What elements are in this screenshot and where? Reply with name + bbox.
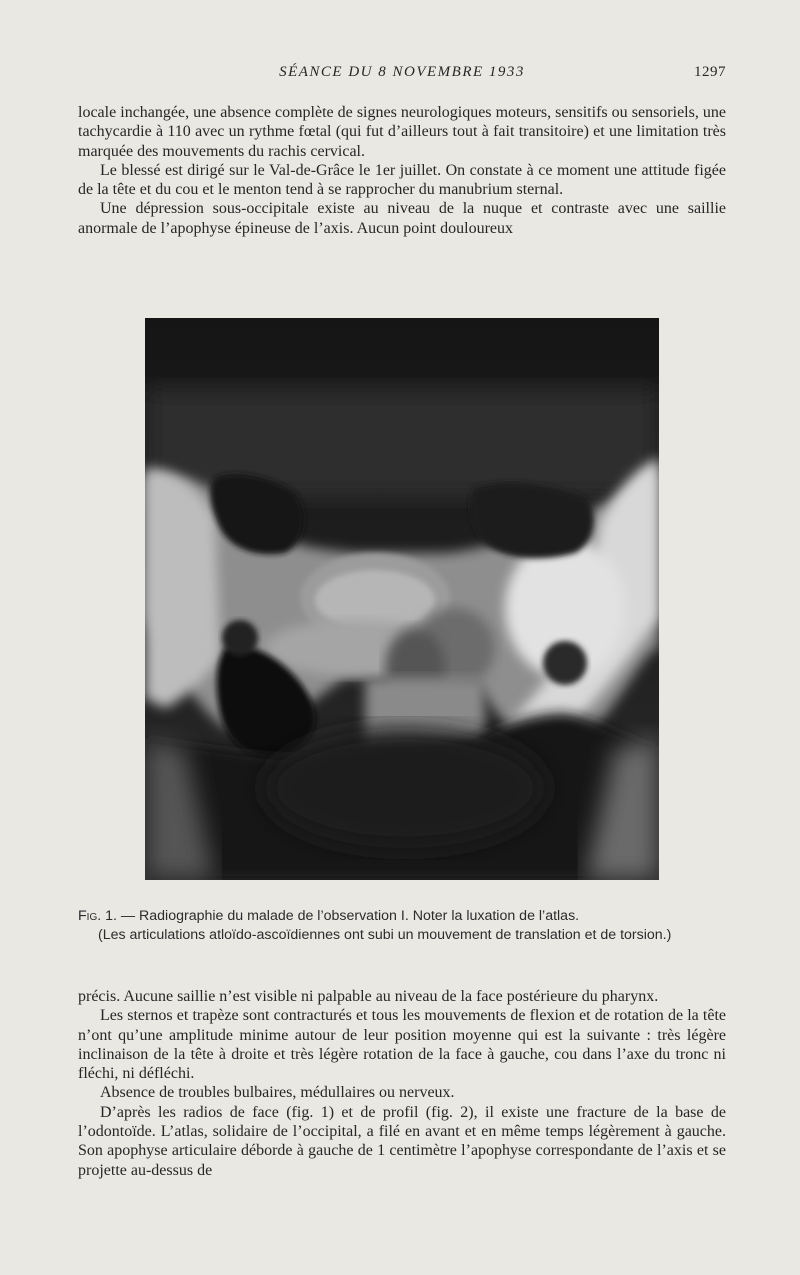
paragraph: locale inchangée, une absence complète de signes neurologiques moteurs, sensitifs ou sensoriels, une tachycardie à 110 avec un rythme fœtal (qui fut d’ailleurs tout à fait transitoire) et une limitation très marquée des mouvements du rachis cervical. xyxy=(78,104,726,160)
radiograph-image xyxy=(145,318,659,880)
page-number: 1297 xyxy=(694,64,726,80)
figure-label: Fig. 1. xyxy=(78,908,117,924)
paragraph: D’après les radios de face (fig. 1) et de profil (fig. 2), il existe une fracture de la base de l’odontoïde. L’atlas, solidaire de l’occipital, a filé en avant et en même temps légèrement à gauche. Son apophyse articulaire déborde à gauche de 1 centimètre l’apophyse correspondante de l’axis et se projette au-dessus de xyxy=(78,1103,726,1179)
paragraph: Les sternos et trapèze sont contracturés et tous les mouvements de flexion et de rotation de la tête n’ont qu’une amplitude minime autour de leur position moyenne qui est la suivante : très légère inclinaison de la tête à droite et très légère rotation de la face à gauche, cou dans l’axe du tronc ni fléchi, ni défléchi. xyxy=(78,1007,726,1083)
caption-text: — Radiographie du malade de l’observation I. Noter la luxation de l’atlas. xyxy=(120,908,580,924)
body-text-bottom xyxy=(78,987,726,1180)
paragraph: Absence de troubles bulbaires, médullaires ou nerveux. xyxy=(100,1084,455,1102)
running-title: SÉANCE DU 8 NOVEMBRE 1933 xyxy=(279,64,525,80)
figure-caption xyxy=(78,907,726,945)
radiograph-figure xyxy=(145,318,659,880)
paragraph: précis. Aucune saillie n’est visible ni palpable au niveau de la face postérieure du pharynx. xyxy=(78,988,659,1005)
body-text-top xyxy=(78,103,726,238)
caption-continuation: (Les articulations atloïdo-ascoïdiennes ont subi un mouvement de translation et de torsion.) xyxy=(98,927,672,943)
paragraph: Une dépression sous-occipitale existe au niveau de la nuque et contraste avec une saillie anormale de l’apophyse épineuse de l’axis. Aucun point douloureux xyxy=(78,200,726,237)
running-head xyxy=(78,64,726,86)
paragraph: Le blessé est dirigé sur le Val-de-Grâce le 1er juillet. On constate à ce moment une attitude figée de la tête et du cou et le menton tend à se rapprocher du manubrium sternal. xyxy=(78,161,726,199)
